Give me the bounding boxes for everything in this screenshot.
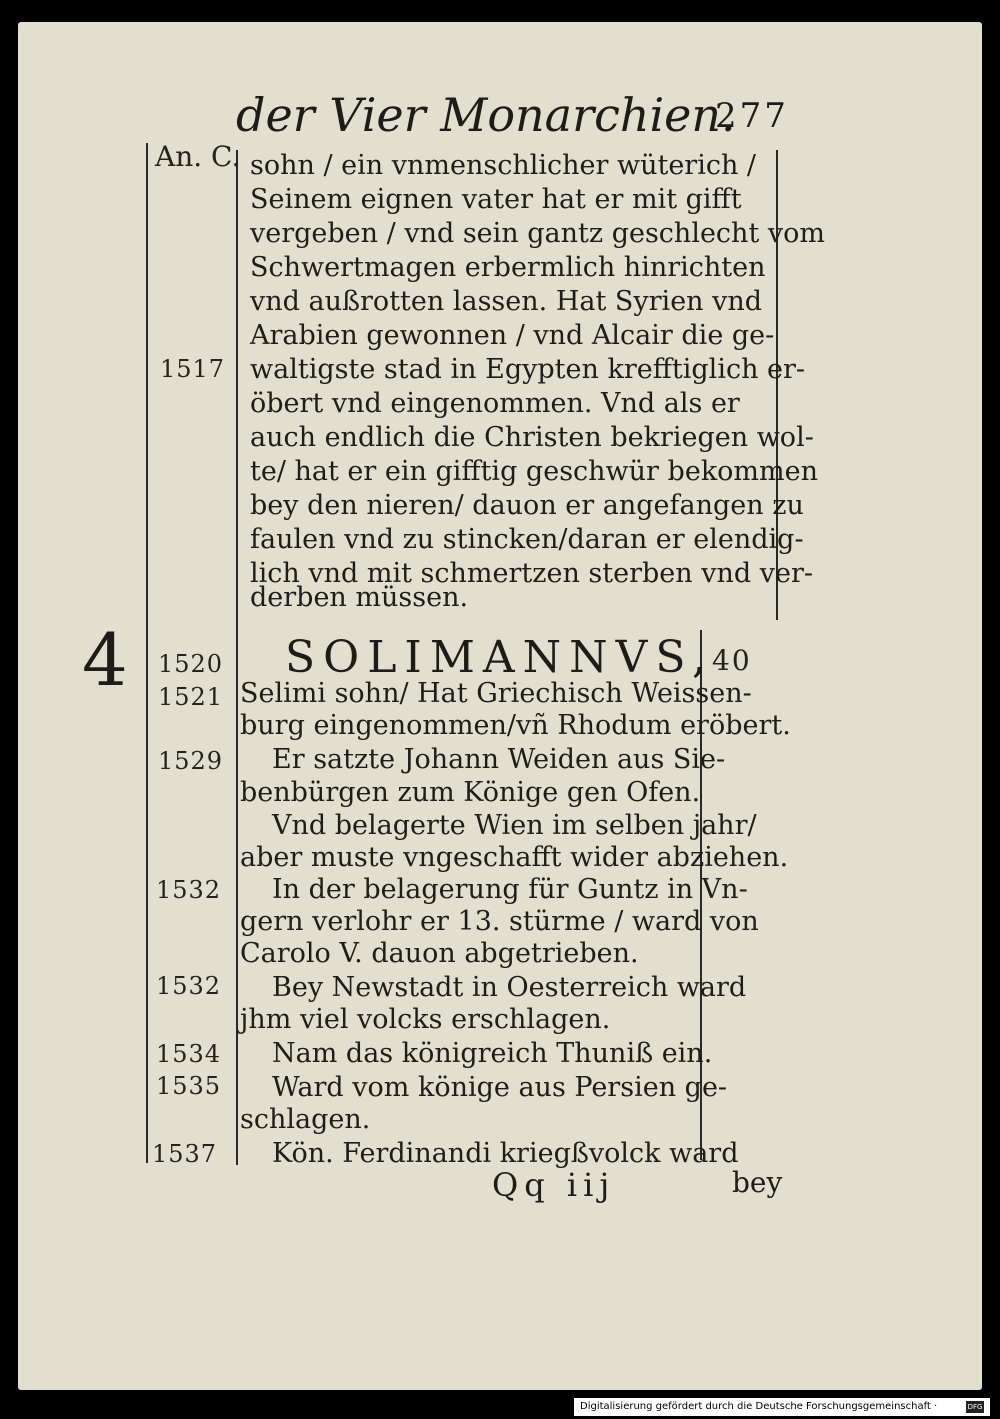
text-line: Arabien gewonnen / vnd Alcair die ge- (250, 320, 775, 351)
text-line: Vnd belagerte Wien im selben jahr/ (272, 810, 757, 841)
digitization-footer (574, 1398, 990, 1416)
text-line: jhm viel volcks erschlagen. (240, 1004, 611, 1035)
signature-mark: Qq iij (492, 1166, 616, 1204)
text-line: Seinem eignen vater hat er mit gifft (250, 184, 742, 215)
text-line: Ward vom könige aus Persien ge- (272, 1072, 728, 1103)
year-1534: 1534 (156, 1040, 222, 1068)
anno-christi-label: An. C. (155, 140, 241, 173)
year-1535: 1535 (156, 1072, 222, 1100)
text-line: In der belagerung für Guntz in Vn- (272, 874, 748, 905)
text-line: Nam das königreich Thuniß ein. (272, 1038, 713, 1069)
text-line: faulen vnd zu stincken/daran er elendig- (250, 524, 804, 555)
text-line: Bey Newstadt in Oesterreich ward (272, 972, 747, 1003)
footer-text: Digitalisierung gefördert durch die Deutsche Forschungsgemeinschaft · (580, 1401, 938, 1412)
section-numeral: 4 (82, 618, 128, 702)
reign-years: 40 (712, 644, 752, 677)
section-heading: SOLIMANNVS, (285, 632, 714, 683)
year-1532-b: 1532 (156, 972, 222, 1000)
text-line: schlagen. (240, 1104, 371, 1135)
text-line: aber muste vngeschafft wider abziehen. (240, 842, 789, 873)
text-line: waltigste stad in Egypten krefftiglich er- (250, 354, 806, 385)
year-1521: 1521 (158, 683, 224, 711)
text-line: auch endlich die Christen bekriegen wol- (250, 422, 814, 453)
year-1532-a: 1532 (156, 876, 222, 904)
text-line: vergeben / vnd sein gantz geschlecht vom (250, 218, 825, 249)
text-line: Carolo V. dauon abgetrieben. (240, 938, 639, 969)
text-line: Schwertmagen erbermlich hinrichten (250, 252, 766, 283)
text-line: öbert vnd eingenommen. Vnd als er (250, 388, 740, 419)
left-column-rule (146, 143, 148, 1163)
text-line: Er satzte Johann Weiden aus Sie- (272, 744, 726, 775)
text-line: burg eingenommen/vñ Rhodum eröbert. (240, 710, 791, 741)
text-line: te/ hat er ein gifftig geschwür bekommen (250, 456, 819, 487)
catchword: bey (732, 1166, 783, 1199)
text-line: Selimi sohn/ Hat Griechisch Weissen- (240, 678, 752, 709)
text-line: bey den nieren/ dauon er angefangen zu (250, 490, 804, 521)
year-1529: 1529 (158, 747, 224, 775)
text-line: gern verlohr er 13. stürme / ward von (240, 906, 759, 937)
year-1537: 1537 (152, 1140, 218, 1168)
page-number: 277 (715, 96, 789, 136)
text-line: sohn / ein vnmenschlicher wüterich / (250, 150, 757, 181)
text-line: vnd außrotten lassen. Hat Syrien vnd (250, 286, 763, 317)
running-head: der Vier Monarchien. (236, 88, 736, 142)
year-1517: 1517 (160, 355, 226, 383)
text-line: Kön. Ferdinandi kriegßvolck ward (272, 1138, 739, 1169)
year-1520: 1520 (158, 650, 224, 678)
text-line: derben müssen. (250, 582, 469, 613)
dfg-logo-icon: DFG (967, 1403, 983, 1411)
year-column-rule (236, 150, 238, 1165)
text-line: lich vnd mit schmertzen sterben vnd ver- (250, 558, 814, 589)
text-line: benbürgen zum Könige gen Ofen. (240, 777, 701, 808)
